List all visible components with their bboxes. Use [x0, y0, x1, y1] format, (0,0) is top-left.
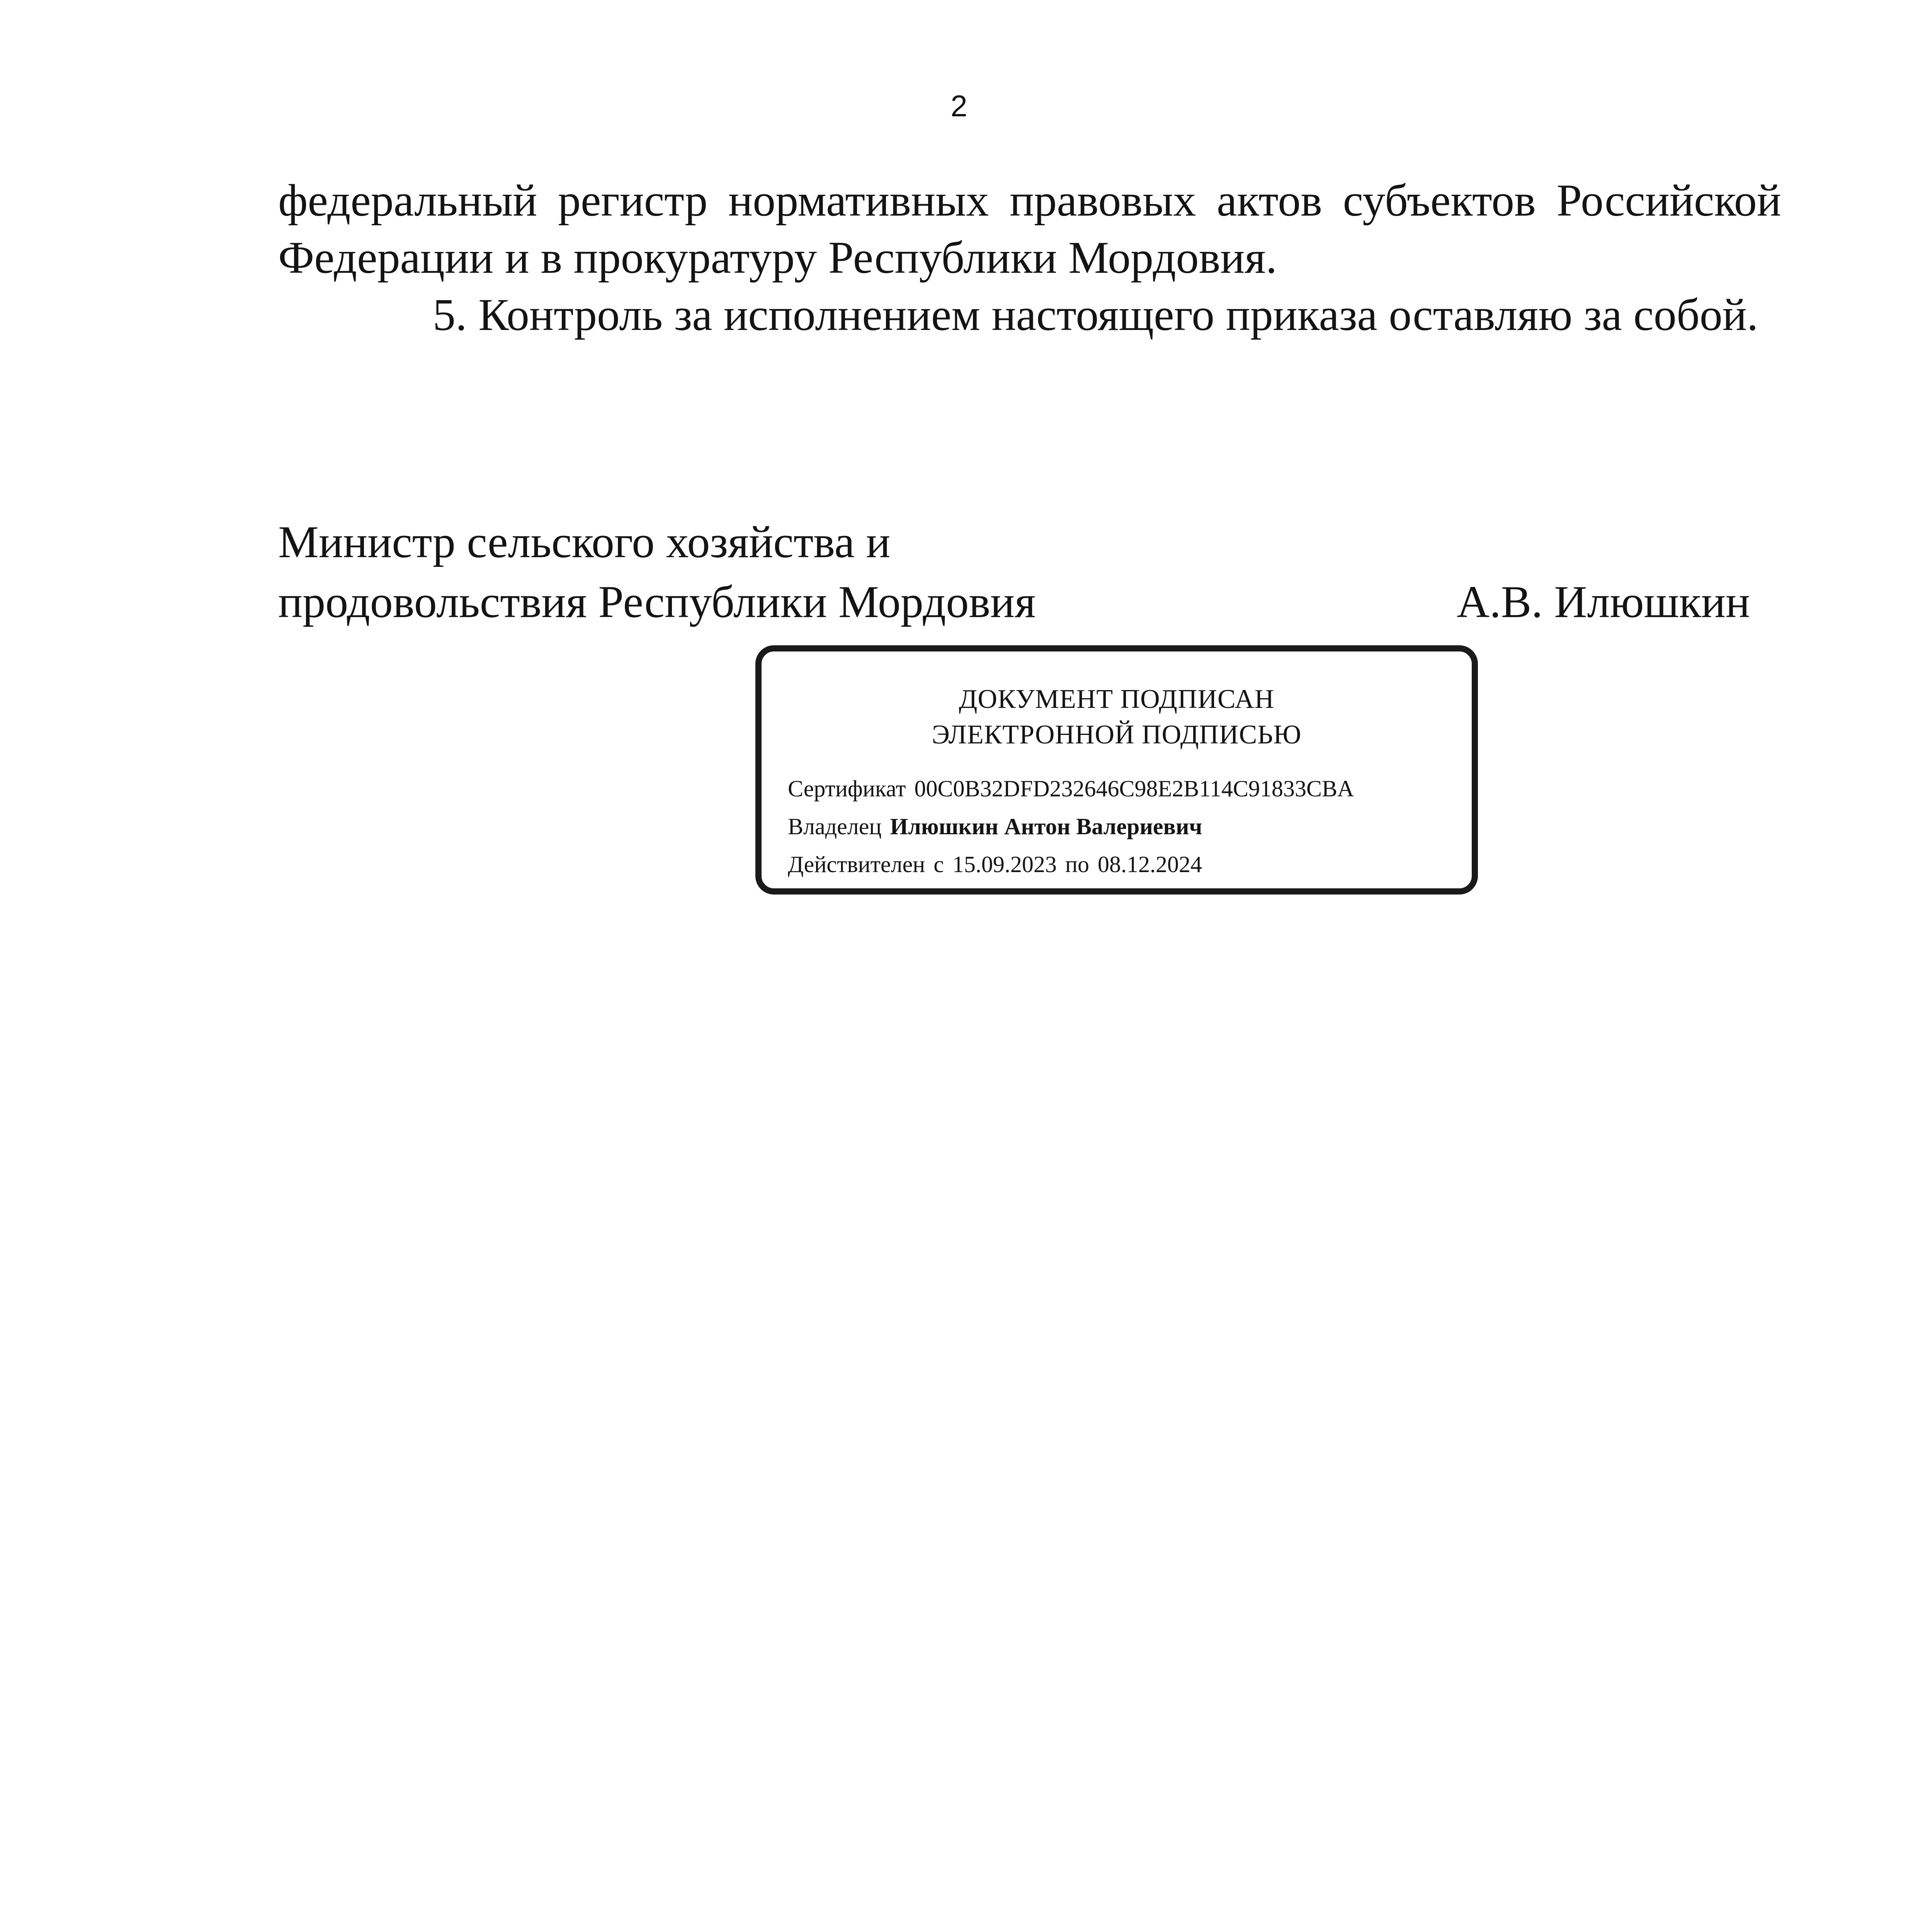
stamp-certificate-label: Сертификат	[788, 776, 906, 801]
paragraph-continued: федеральный регистр нормативных правовых актов субъектов Российской Федерации и в прокуратуру Республики Мордовия.	[278, 175, 1781, 283]
stamp-owner-value: Илюшкин Антон Валериевич	[890, 814, 1202, 839]
stamp-valid-from-prefix: с	[933, 852, 944, 877]
stamp-header	[762, 682, 1472, 753]
paragraph-5: 5. Контроль за исполнением настоящего приказа оставляю за собой.	[433, 289, 1758, 340]
stamp-valid-to: 08.12.2024	[1097, 852, 1202, 877]
electronic-signature-stamp	[755, 645, 1478, 895]
stamp-validity-row	[788, 851, 1202, 878]
stamp-certificate-row	[788, 775, 1354, 802]
signatory-name: А.В. Илюшкин	[1457, 577, 1750, 627]
stamp-owner-row	[788, 813, 1202, 840]
stamp-header-line-1: ДОКУМЕНТ ПОДПИСАН	[959, 684, 1275, 714]
signatory-title-line-2: продовольствия Республики Мордовия	[278, 577, 1036, 627]
document-body	[278, 172, 1781, 344]
page-number: 2	[950, 89, 968, 123]
stamp-valid-from: 15.09.2023	[952, 852, 1057, 877]
stamp-certificate-value: 00C0B32DFD232646C98E2B114C91833CBA	[914, 776, 1354, 801]
signatory-title	[278, 512, 1036, 632]
stamp-valid-to-prefix: по	[1065, 852, 1089, 877]
stamp-header-line-2: ЭЛЕКТРОННОЙ ПОДПИСЬЮ	[932, 720, 1302, 750]
stamp-valid-label: Действителен	[788, 852, 925, 877]
stamp-owner-label: Владелец	[788, 814, 882, 839]
signatory-title-line-1: Министр сельского хозяйства и	[278, 517, 891, 567]
